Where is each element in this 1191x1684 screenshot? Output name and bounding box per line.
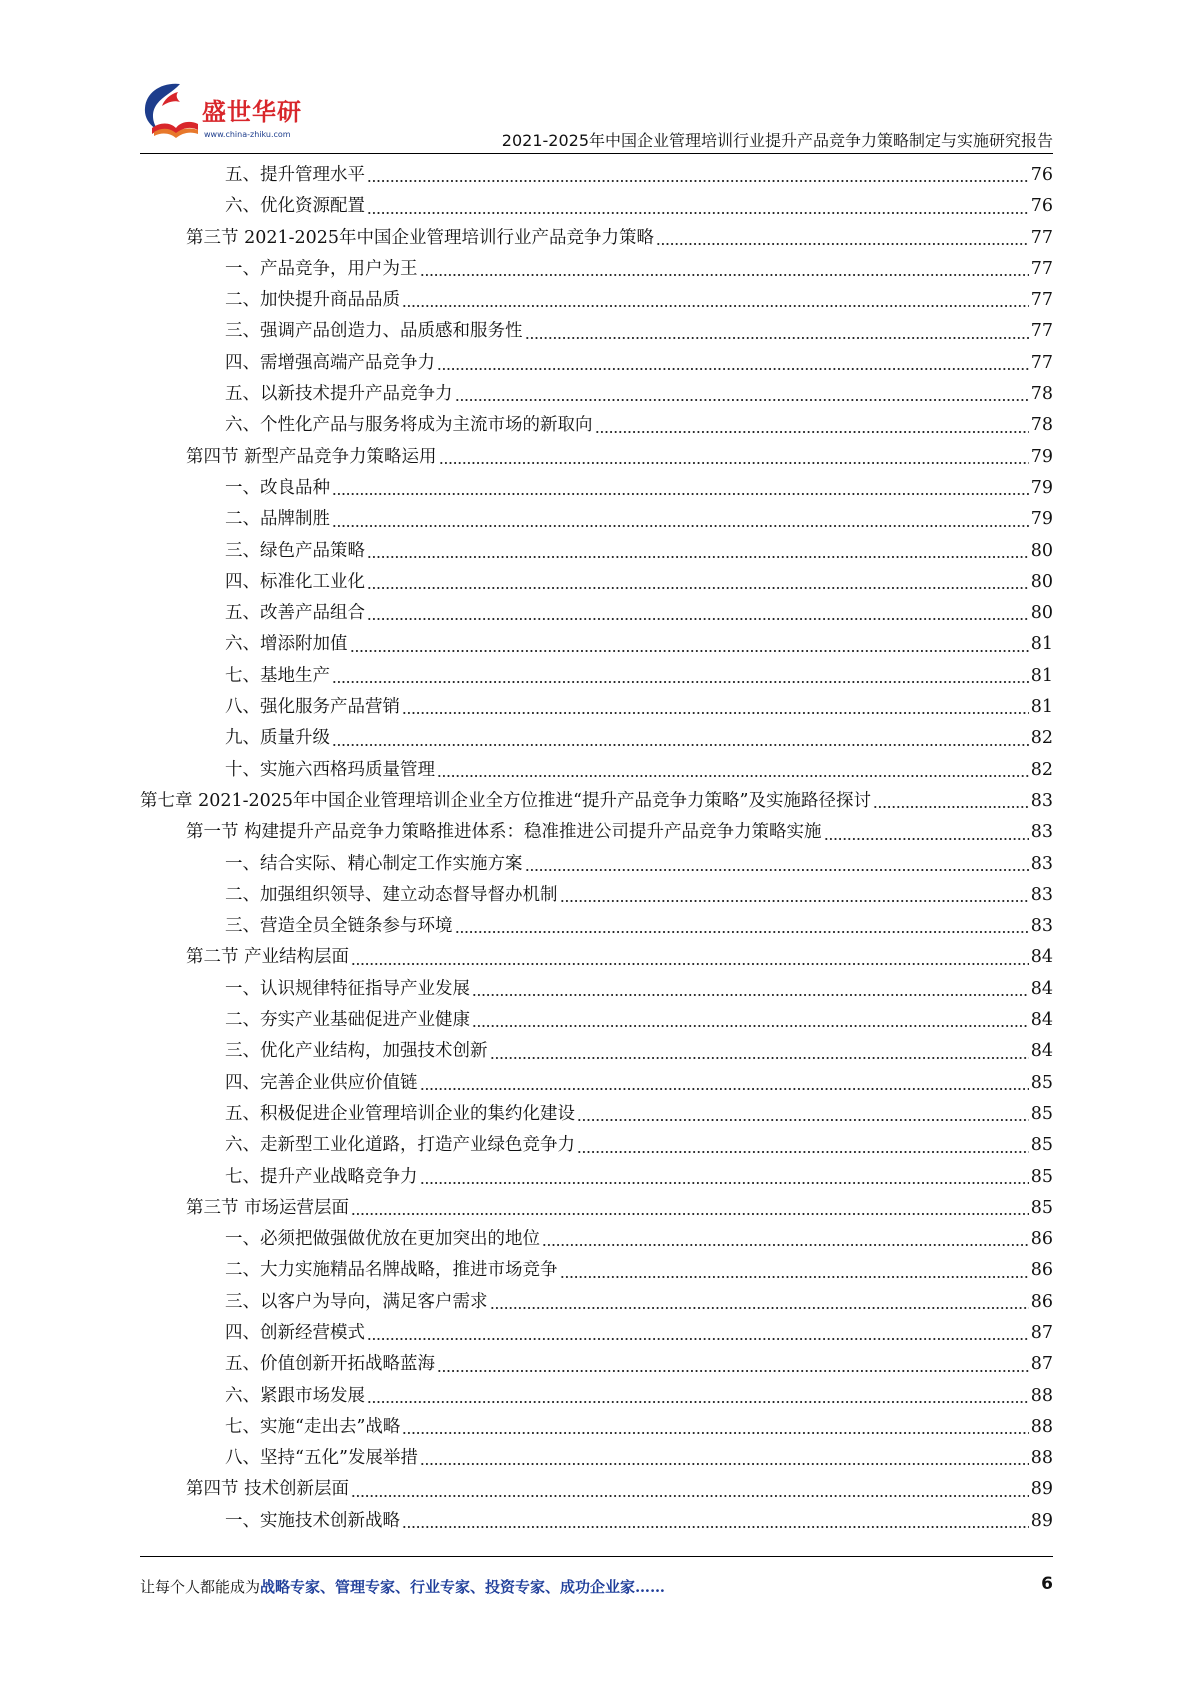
book-swoosh-icon [140,78,202,140]
toc-entry-title: 二、加快提升商品品质 [225,290,400,311]
toc-entry[interactable] [140,1506,1053,1537]
toc-entry-page: 85 [1030,1166,1053,1187]
toc-dot-leader [367,203,1029,215]
toc-entry-page: 81 [1030,697,1053,718]
toc-entry-title: 四、完善企业供应价值链 [225,1072,418,1093]
table-of-contents [140,160,1053,1537]
toc-dot-leader [420,1079,1029,1091]
toc-entry[interactable] [140,1193,1053,1224]
toc-entry-title: 六、个性化产品与服务将成为主流市场的新取向 [225,415,593,436]
toc-entry-page: 85 [1030,1072,1053,1093]
toc-entry-title: 一、实施技术创新战略 [225,1510,400,1531]
toc-entry-title: 三、营造全员全链条参与环境 [225,916,453,937]
toc-entry-title: 三、优化产业结构，加强技术创新 [225,1041,488,1062]
toc-entry-page: 86 [1030,1260,1053,1281]
toc-entry[interactable] [140,1474,1053,1505]
logo-url: www.china-zhiku.com [204,130,291,139]
toc-entry-title: 第三节 2021-2025年中国企业管理培训行业产品竞争力策略 [186,227,655,248]
toc-entry[interactable] [140,598,1053,629]
toc-entry-title: 六、紧跟市场发展 [225,1385,365,1406]
toc-entry-page: 84 [1030,1010,1053,1031]
toc-entry[interactable] [140,1381,1053,1412]
toc-entry[interactable] [140,974,1053,1005]
toc-dot-leader [367,1392,1029,1404]
toc-entry[interactable] [140,1255,1053,1286]
toc-dot-leader [595,422,1029,434]
toc-entry-title: 二、品牌制胜 [225,509,330,530]
toc-dot-leader [402,296,1029,308]
toc-entry[interactable] [140,1068,1053,1099]
toc-dot-leader [350,641,1029,653]
toc-entry-title: 第四节 新型产品竞争力策略运用 [186,446,437,467]
footer-slogan [140,1576,665,1597]
toc-dot-leader [577,1142,1029,1154]
toc-entry[interactable] [140,1349,1053,1380]
toc-entry[interactable] [140,254,1053,285]
toc-entry-title: 六、增添附加值 [225,634,348,655]
toc-entry[interactable] [140,160,1053,191]
toc-entry[interactable] [140,1412,1053,1443]
toc-dot-leader [332,484,1029,496]
toc-entry-title: 三、以客户为导向，满足客户需求 [225,1291,488,1312]
toc-entry[interactable] [140,316,1053,347]
toc-entry-title: 七、实施“走出去”战略 [225,1416,401,1437]
toc-entry-title: 第四节 技术创新层面 [186,1479,350,1500]
toc-dot-leader [490,1048,1029,1060]
toc-entry[interactable] [140,786,1053,817]
toc-entry-page: 84 [1030,947,1053,968]
toc-entry-title: 五、积极促进企业管理培训企业的集约化建设 [225,1103,575,1124]
toc-entry-title: 三、绿色产品策略 [225,540,365,561]
toc-entry[interactable] [140,410,1053,441]
toc-entry-page: 83 [1030,822,1053,843]
toc-entry-page: 78 [1030,384,1053,405]
toc-entry-page: 76 [1030,196,1053,217]
toc-entry-page: 89 [1030,1479,1053,1500]
toc-entry-page: 86 [1030,1291,1053,1312]
toc-entry-page: 82 [1030,759,1053,780]
toc-entry[interactable] [140,723,1053,754]
toc-dot-leader [472,1016,1029,1028]
toc-dot-leader [824,829,1029,841]
toc-entry-title: 五、以新技术提升产品竞争力 [225,384,453,405]
toc-dot-leader [873,797,1029,809]
toc-entry[interactable] [140,1036,1053,1067]
toc-dot-leader [367,578,1029,590]
toc-dot-leader [437,359,1029,371]
toc-entry[interactable] [140,473,1053,504]
toc-entry-title: 一、改良品种 [225,477,330,498]
toc-entry-page: 87 [1030,1354,1053,1375]
toc-entry-page: 77 [1030,258,1053,279]
toc-entry[interactable] [140,1287,1053,1318]
toc-dot-leader [367,1329,1029,1341]
toc-entry-page: 76 [1030,165,1053,185]
toc-entry-title: 七、基地生产 [225,665,330,686]
toc-entry-title: 七、提升产业战略竞争力 [225,1166,418,1187]
header-divider [140,153,1053,154]
toc-entry-page: 84 [1030,1041,1053,1062]
toc-entry[interactable] [140,536,1053,567]
toc-entry[interactable] [140,504,1053,535]
toc-entry[interactable] [140,1162,1053,1193]
toc-entry-page: 79 [1030,477,1053,498]
toc-entry[interactable] [140,1224,1053,1255]
toc-entry-title: 二、夯实产业基础促进产业健康 [225,1010,470,1031]
toc-entry-page: 77 [1030,290,1053,311]
toc-entry[interactable] [140,911,1053,942]
toc-entry-page: 87 [1030,1322,1053,1343]
toc-entry[interactable] [140,692,1053,723]
toc-entry-page: 77 [1030,321,1053,342]
company-logo [140,78,320,150]
toc-entry-page: 83 [1030,853,1053,874]
toc-dot-leader [402,703,1029,715]
toc-entry-page: 89 [1030,1510,1053,1531]
toc-entry-title: 三、强调产品创造力、品质感和服务性 [225,321,523,342]
logo-name: 盛世华研 [202,98,302,126]
toc-entry-page: 85 [1030,1103,1053,1124]
toc-entry-title: 五、提升管理水平 [225,165,365,185]
toc-entry[interactable] [140,942,1053,973]
toc-entry[interactable] [140,442,1053,473]
toc-entry-page: 86 [1030,1229,1053,1250]
toc-dot-leader [437,766,1029,778]
toc-entry[interactable] [140,661,1053,692]
toc-dot-leader [367,547,1029,559]
toc-entry-title: 四、标准化工业化 [225,571,365,592]
toc-entry-page: 77 [1030,227,1053,248]
toc-entry-title: 九、质量升级 [225,728,330,749]
toc-entry[interactable] [140,348,1053,379]
toc-entry-page: 79 [1030,509,1053,530]
toc-entry-page: 83 [1030,790,1053,811]
toc-entry[interactable] [140,817,1053,848]
toc-dot-leader [351,1204,1029,1216]
toc-dot-leader [560,1267,1029,1279]
toc-entry[interactable] [140,1005,1053,1036]
toc-entry-page: 83 [1030,916,1053,937]
toc-entry-title: 八、坚持“五化”发展举措 [225,1448,418,1469]
toc-dot-leader [577,1110,1029,1122]
toc-dot-leader [367,171,1029,183]
toc-dot-leader [472,985,1029,997]
toc-entry-title: 五、改善产品组合 [225,603,365,624]
toc-entry-title: 四、创新经营模式 [225,1322,365,1343]
toc-entry-page: 80 [1030,540,1053,561]
toc-dot-leader [455,390,1029,402]
toc-entry-title: 八、强化服务产品营销 [225,697,400,718]
toc-entry[interactable] [140,849,1053,880]
toc-entry-title: 六、走新型工业化道路，打造产业绿色竞争力 [225,1135,575,1156]
footer-divider [140,1556,1053,1557]
toc-dot-leader [439,453,1029,465]
toc-dot-leader [332,672,1029,684]
toc-entry-page: 85 [1030,1135,1053,1156]
toc-entry[interactable] [140,629,1053,660]
toc-entry-title: 十、实施六西格玛质量管理 [225,759,435,780]
toc-dot-leader [332,735,1029,747]
toc-entry-page: 88 [1030,1416,1053,1437]
toc-entry-title: 一、认识规律特征指导产业发展 [225,978,470,999]
toc-entry-title: 四、需增强高端产品竞争力 [225,352,435,373]
toc-dot-leader [437,1361,1029,1373]
toc-entry-page: 80 [1030,571,1053,592]
toc-entry-title: 六、优化资源配置 [225,196,365,217]
toc-entry[interactable] [140,1099,1053,1130]
toc-entry[interactable] [140,567,1053,598]
toc-entry[interactable] [140,1443,1053,1474]
toc-entry[interactable] [140,755,1053,786]
toc-dot-leader [455,922,1029,934]
toc-dot-leader [367,609,1029,621]
toc-entry-page: 81 [1030,665,1053,686]
toc-dot-leader [351,954,1029,966]
toc-entry-title: 第三节 市场运营层面 [186,1197,350,1218]
toc-entry-page: 78 [1030,415,1053,436]
toc-entry-title: 第七章 2021-2025年中国企业管理培训企业全方位推进“提升产品竞争力策略”及实施路径探讨 [140,790,871,811]
toc-dot-leader [542,1235,1029,1247]
toc-entry-title: 第一节 构建提升产品竞争力策略推进体系：稳准推进公司提升产品竞争力策略实施 [186,822,822,843]
toc-dot-leader [402,1423,1028,1435]
toc-entry-page: 85 [1030,1197,1053,1218]
page-number: 6 [1041,1574,1053,1594]
toc-dot-leader [525,860,1029,872]
toc-entry-title: 二、大力实施精品名牌战略，推进市场竞争 [225,1260,558,1281]
toc-entry-page: 81 [1030,634,1053,655]
toc-dot-leader [402,1517,1029,1529]
toc-entry-title: 一、产品竞争，用户为王 [225,258,418,279]
toc-entry[interactable] [140,379,1053,410]
toc-dot-leader [332,516,1029,528]
toc-dot-leader [560,891,1029,903]
toc-entry-page: 82 [1030,728,1053,749]
slogan-prefix: 让每个人都能成为 [140,1578,261,1596]
toc-entry-page: 83 [1030,884,1053,905]
toc-entry-title: 一、结合实际、精心制定工作实施方案 [225,853,523,874]
toc-dot-leader [490,1298,1029,1310]
report-title: 2021-2025年中国企业管理培训行业提升产品竞争力策略制定与实施研究报告 [501,131,1053,150]
slogan-highlight: 战略专家、管理专家、行业专家、投资专家、成功企业家…… [260,1578,666,1596]
toc-entry[interactable] [140,1318,1053,1349]
toc-dot-leader [420,265,1029,277]
toc-dot-leader [656,234,1029,246]
toc-entry-title: 第二节 产业结构层面 [186,947,350,968]
toc-dot-leader [351,1486,1029,1498]
toc-dot-leader [420,1173,1029,1185]
toc-entry-page: 79 [1030,446,1053,467]
toc-entry[interactable] [140,880,1053,911]
toc-entry-page: 88 [1030,1385,1053,1406]
toc-entry-title: 一、必须把做强做优放在更加突出的地位 [225,1229,540,1250]
toc-entry[interactable] [140,223,1053,254]
toc-dot-leader [525,328,1029,340]
toc-entry[interactable] [140,1130,1053,1161]
toc-entry-page: 77 [1030,352,1053,373]
toc-entry[interactable] [140,285,1053,316]
toc-entry[interactable] [140,191,1053,222]
toc-dot-leader [420,1454,1029,1466]
toc-entry-title: 五、价值创新开拓战略蓝海 [225,1354,435,1375]
toc-entry-title: 二、加强组织领导、建立动态督导督办机制 [225,884,558,905]
toc-entry-page: 88 [1030,1448,1053,1469]
toc-entry-page: 80 [1030,603,1053,624]
toc-entry-page: 84 [1030,978,1053,999]
